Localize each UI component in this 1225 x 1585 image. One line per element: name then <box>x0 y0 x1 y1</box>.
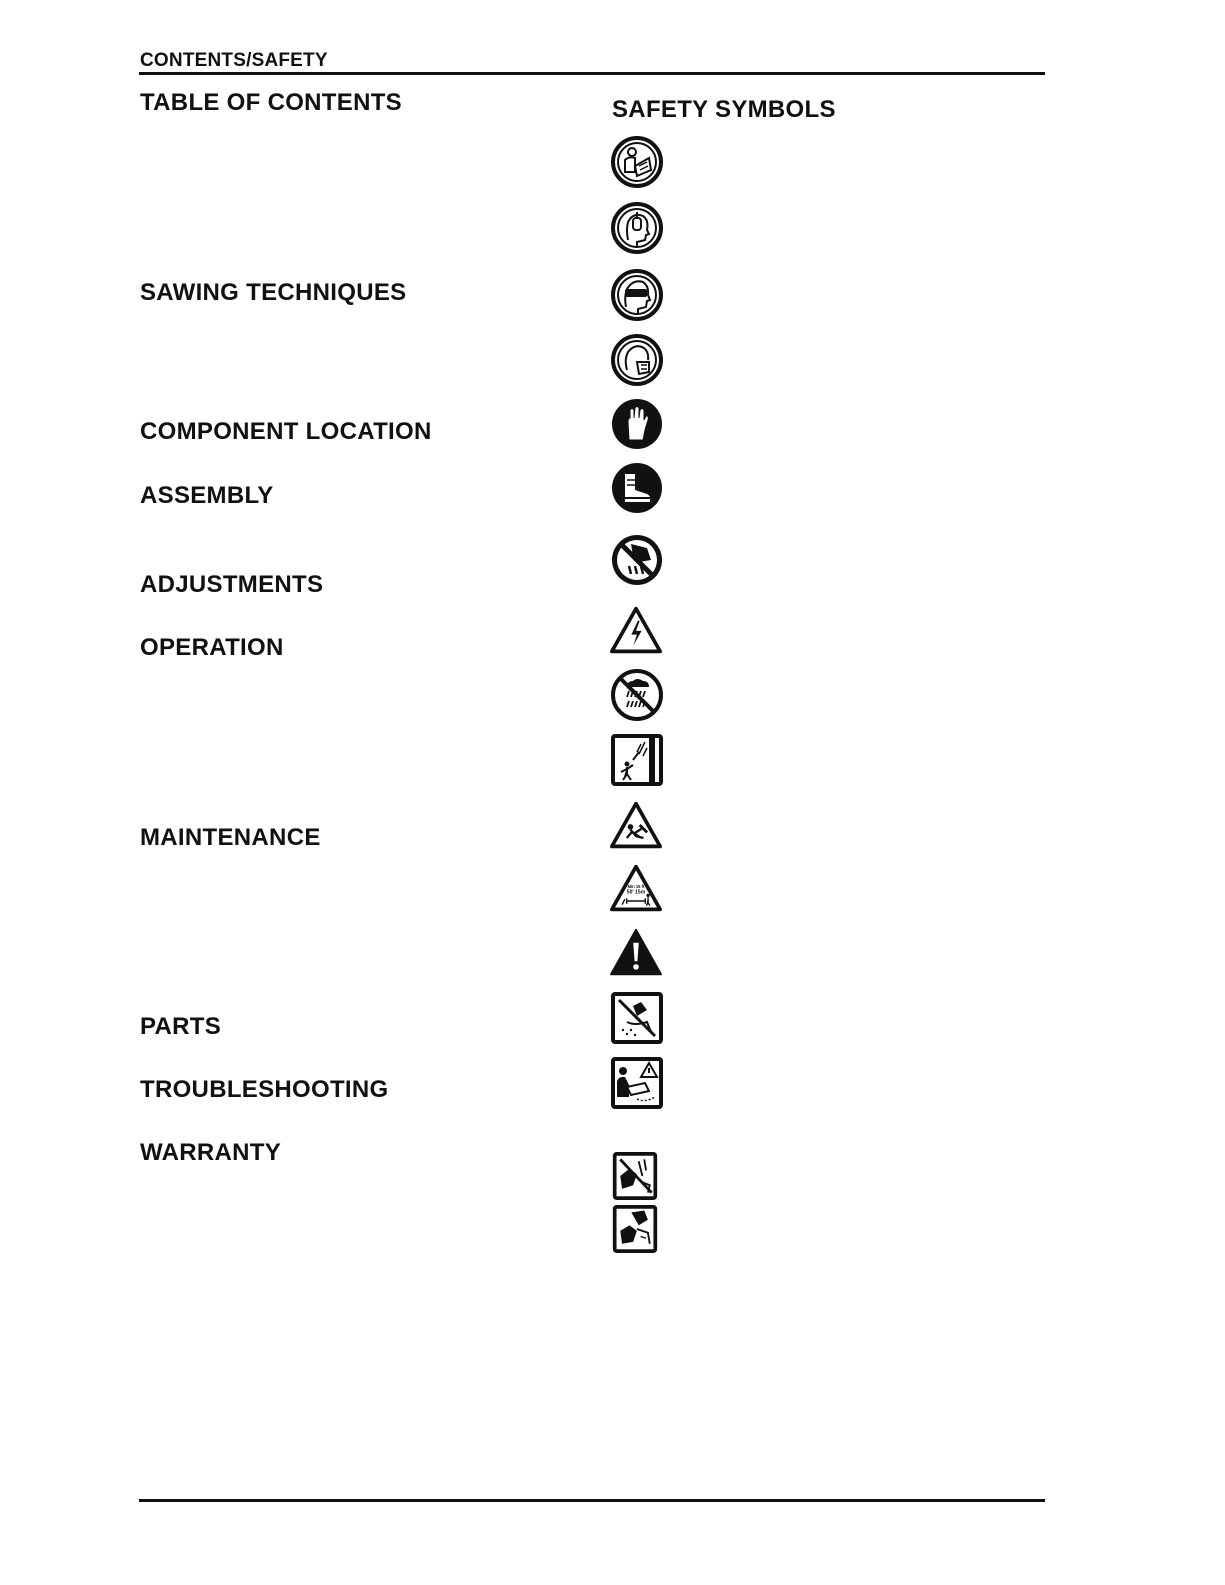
correct-grip-icon <box>611 1205 659 1253</box>
no-rain-icon <box>611 669 663 721</box>
electrical-hazard-icon <box>610 604 662 656</box>
hearing-protection-icon <box>611 202 663 254</box>
wrong-grip-icon <box>611 1152 659 1200</box>
header-rule <box>139 72 1045 75</box>
no-one-hand-use-icon <box>611 992 663 1044</box>
keep-distance-label-bottom: 50' 15m <box>626 889 646 896</box>
toc-item-troubleshooting: TROUBLESHOOTING <box>140 1076 389 1103</box>
no-touch-hot-surface-icon <box>611 534 663 586</box>
two-hand-operation-icon <box>611 1057 663 1109</box>
footer-rule <box>139 1499 1045 1502</box>
keep-distance-label-top: Min 15 ft <box>627 884 645 889</box>
toc-item-adjustments: ADJUSTMENTS <box>140 571 324 598</box>
toc-item-warranty: WARRANTY <box>140 1139 282 1166</box>
eye-protection-icon <box>611 269 663 321</box>
general-warning-icon <box>610 926 662 978</box>
toc-item-parts: PARTS <box>140 1013 222 1040</box>
page-header: CONTENTS/SAFETY <box>140 50 328 71</box>
toc-item-operation: OPERATION <box>140 634 284 661</box>
gloves-icon <box>611 398 663 450</box>
toc-item-sawing-techniques: SAWING TECHNIQUES <box>140 279 407 306</box>
kickback-warning-icon <box>610 799 662 851</box>
safety-title: SAFETY SYMBOLS <box>612 96 836 123</box>
toc-title: TABLE OF CONTENTS <box>140 89 402 116</box>
toc-item-assembly: ASSEMBLY <box>140 482 274 509</box>
respirator-icon <box>611 334 663 386</box>
falling-objects-icon <box>611 734 663 786</box>
safety-boots-icon <box>611 462 663 514</box>
read-manual-icon <box>611 136 663 188</box>
keep-distance-icon <box>610 862 662 914</box>
toc-item-component-location: COMPONENT LOCATION <box>140 418 432 445</box>
toc-item-maintenance: MAINTENANCE <box>140 824 321 851</box>
